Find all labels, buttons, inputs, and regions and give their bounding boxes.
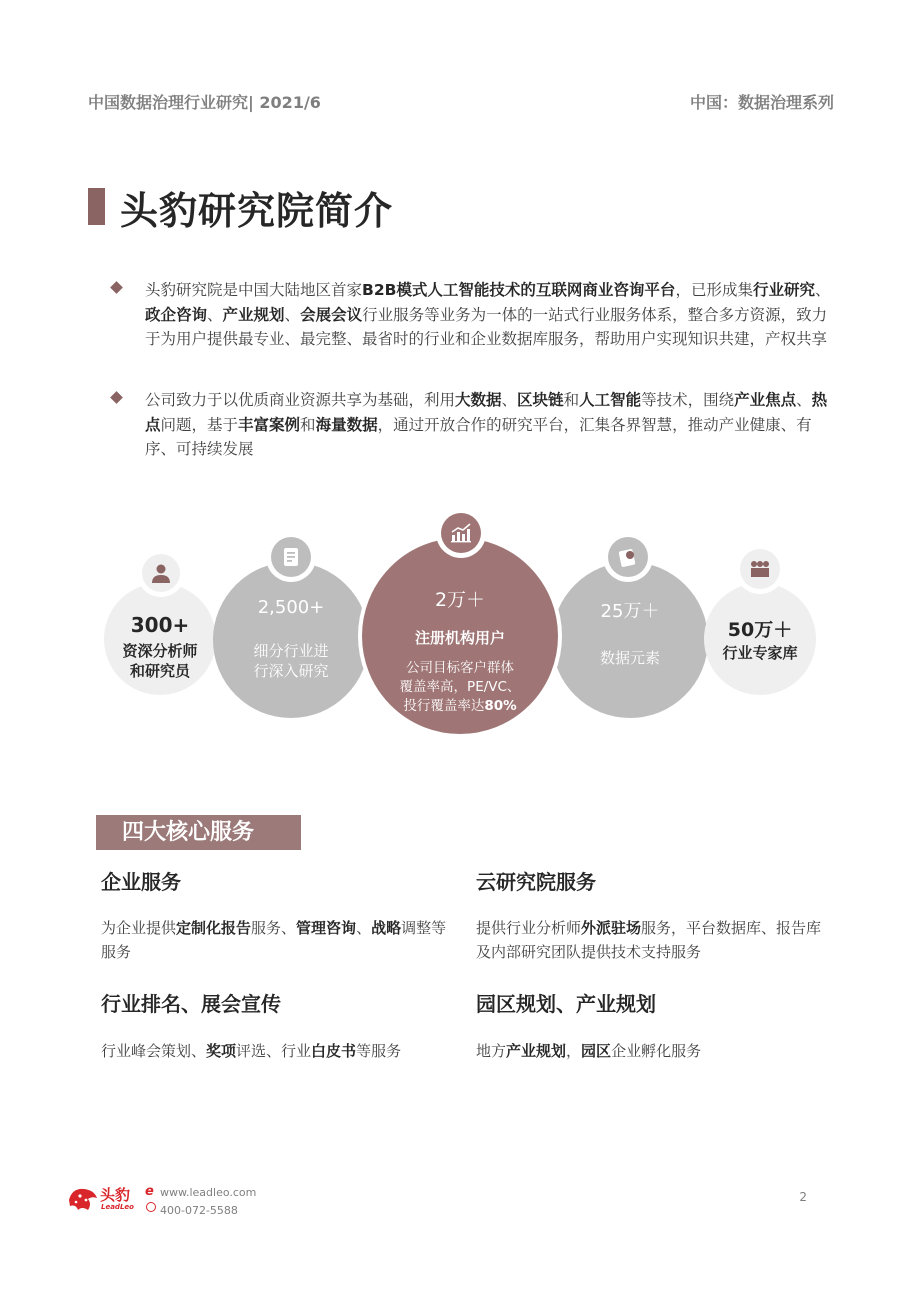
text-segment: 问题，基于 (160, 415, 239, 434)
text-segment: 服务、 (251, 919, 297, 937)
page-number: 2 (799, 1190, 807, 1204)
bold-text-segment: 产业规划 (222, 305, 285, 324)
stat-label-data: 数据元素 (599, 649, 660, 667)
bold-text-segment: 园区 (581, 1042, 612, 1060)
stat-desc-line1: 公司目标客户群体 (406, 660, 514, 676)
stat-desc-line3-text: 投行覆盖率达 (403, 698, 485, 714)
service-desc-cloud (476, 916, 826, 964)
stat-value-experts: 50万＋ (727, 619, 793, 641)
diamond-bullet-icon (110, 391, 123, 404)
intro-paragraph-2 (145, 388, 832, 462)
text-segment: 、 (814, 281, 831, 299)
service-title-planning: 园区规划、产业规划 (476, 992, 656, 1016)
bold-text-segment: 人工智能 (579, 391, 642, 409)
group-icon (740, 549, 780, 589)
stat-desc-line3 (360, 697, 560, 716)
stat-label-experts: 行业专家库 (722, 644, 798, 662)
text-segment: ，通过开放合作的研究平台，汇集各界智慧，推动产业健康、有序、可持续发展 (145, 415, 812, 458)
document-icon (271, 537, 311, 577)
text-segment: 、 (284, 305, 301, 324)
bold-text-segment: 产业规划 (506, 1042, 567, 1060)
service-title-enterprise: 企业服务 (101, 870, 181, 894)
bold-text-segment: 会展会议 (300, 305, 363, 324)
service-desc-planning (476, 1039, 826, 1063)
text-segment: 行业峰会策划、 (101, 1042, 207, 1060)
stat-value-analysts: 300+ (130, 613, 190, 637)
bold-text-segment: 管理咨询 (296, 919, 357, 937)
bold-text-segment: 白皮书 (311, 1042, 357, 1060)
bold-text-segment: 丰富案例 (238, 415, 301, 434)
leopard-logo-icon (66, 1184, 100, 1214)
text-segment: 、 (207, 305, 223, 324)
bold-text-segment: B2B模式人工智能技术的互联网商业咨询平台 (362, 281, 676, 299)
bold-text-segment: 热点 (145, 391, 828, 434)
intro-bullet-1 (112, 278, 832, 352)
text-segment: 、 (501, 391, 518, 409)
person-icon (142, 554, 180, 592)
stat-label-analysts (104, 641, 216, 681)
bold-text-segment: 大数据 (455, 391, 502, 409)
bold-text-segment: 海量数据 (315, 415, 378, 434)
text-segment: 头豹研究院是中国大陆地区首家 (145, 281, 363, 299)
bold-text-segment: 战略 (371, 919, 402, 937)
service-desc-ranking (101, 1039, 451, 1063)
header-series-name: 中国：数据治理系列 (689, 93, 834, 112)
stat-label-line1: 细分行业进 (253, 642, 329, 660)
diamond-bullet-icon (110, 281, 123, 294)
stat-label-line2: 和研究员 (129, 662, 190, 680)
text-segment: ， (566, 1042, 582, 1060)
logo-subtext: LeadLeo (101, 1203, 134, 1211)
text-segment: 调整等服务 (101, 919, 447, 961)
text-segment: 、 (796, 391, 812, 409)
text-segment: 、 (356, 919, 372, 937)
text-segment: 服务，平台数据库、报告库及内部研究团队提供技术支持服务 (476, 919, 822, 961)
stat-value-data: 25万＋ (600, 601, 660, 622)
phone-icon (146, 1202, 156, 1212)
footer-website[interactable]: www.leadleo.com (160, 1186, 257, 1199)
data-icon (608, 537, 648, 577)
service-title-ranking: 行业排名、展会宣传 (101, 992, 281, 1016)
text-segment: 等技术，围绕 (641, 391, 735, 409)
text-segment: 和 (563, 391, 580, 409)
stat-desc-percent: 80% (484, 698, 517, 714)
bold-text-segment: 产业焦点 (734, 391, 797, 409)
bold-text-segment: 定制化报告 (176, 919, 252, 937)
intro-bullet-2 (112, 388, 832, 462)
bold-text-segment: 区块链 (517, 391, 564, 409)
stat-label-line1: 资深分析师 (122, 642, 198, 660)
intro-paragraph-1 (145, 278, 832, 352)
text-segment: 提供行业分析师 (476, 919, 582, 937)
services-section-label: 四大核心服务 (96, 815, 301, 850)
text-segment: 评选、行业 (236, 1042, 312, 1060)
stat-value-users: 2万＋ (434, 589, 486, 611)
text-segment: 地方 (476, 1042, 507, 1060)
bold-text-segment: 外派驻场 (581, 919, 642, 937)
stat-desc-line2: 覆盖率高，PE/VC、 (399, 679, 521, 695)
chart-icon (441, 513, 481, 553)
bold-text-segment: 奖项 (206, 1042, 237, 1060)
stat-label-industries (213, 641, 369, 681)
text-segment: 公司致力于以优质商业资源共享为基础，利用 (145, 391, 456, 409)
logo-text: 头豹 (100, 1186, 131, 1204)
stat-value-industries: 2,500+ (257, 597, 325, 618)
footer-phone: 400-072-5588 (160, 1204, 238, 1217)
text-segment: 为企业提供 (101, 919, 177, 937)
stat-circle-industries (213, 562, 369, 718)
stat-desc-users (360, 659, 560, 716)
stat-label-users: 注册机构用户 (414, 629, 505, 647)
bold-text-segment: 行业研究 (752, 281, 815, 299)
web-icon: e (145, 1184, 154, 1199)
bold-text-segment: 政企咨询 (145, 305, 208, 324)
text-segment: 行业服务等业务为一体的一站式行业服务体系，整合多方资源，致力于为用户提供最专业、最完整、最省时的行业和企业数据库服务，帮助用户实现知识共建，产权共享 (145, 305, 828, 348)
header-report-title: 中国数据治理行业研究| 2021/6 (88, 93, 321, 112)
text-segment: ，已形成集 (675, 281, 753, 299)
page-title: 头豹研究院简介 (120, 189, 394, 233)
stat-label-line2: 行深入研究 (253, 662, 329, 680)
service-desc-enterprise (101, 916, 451, 964)
text-segment: 企业孵化服务 (611, 1042, 702, 1060)
service-title-cloud: 云研究院服务 (476, 870, 596, 894)
stat-circle-data (552, 562, 708, 718)
leadleo-logo (66, 1184, 142, 1216)
text-segment: 等服务 (356, 1042, 402, 1060)
text-segment: 和 (300, 415, 316, 434)
title-accent-bar (88, 188, 105, 225)
